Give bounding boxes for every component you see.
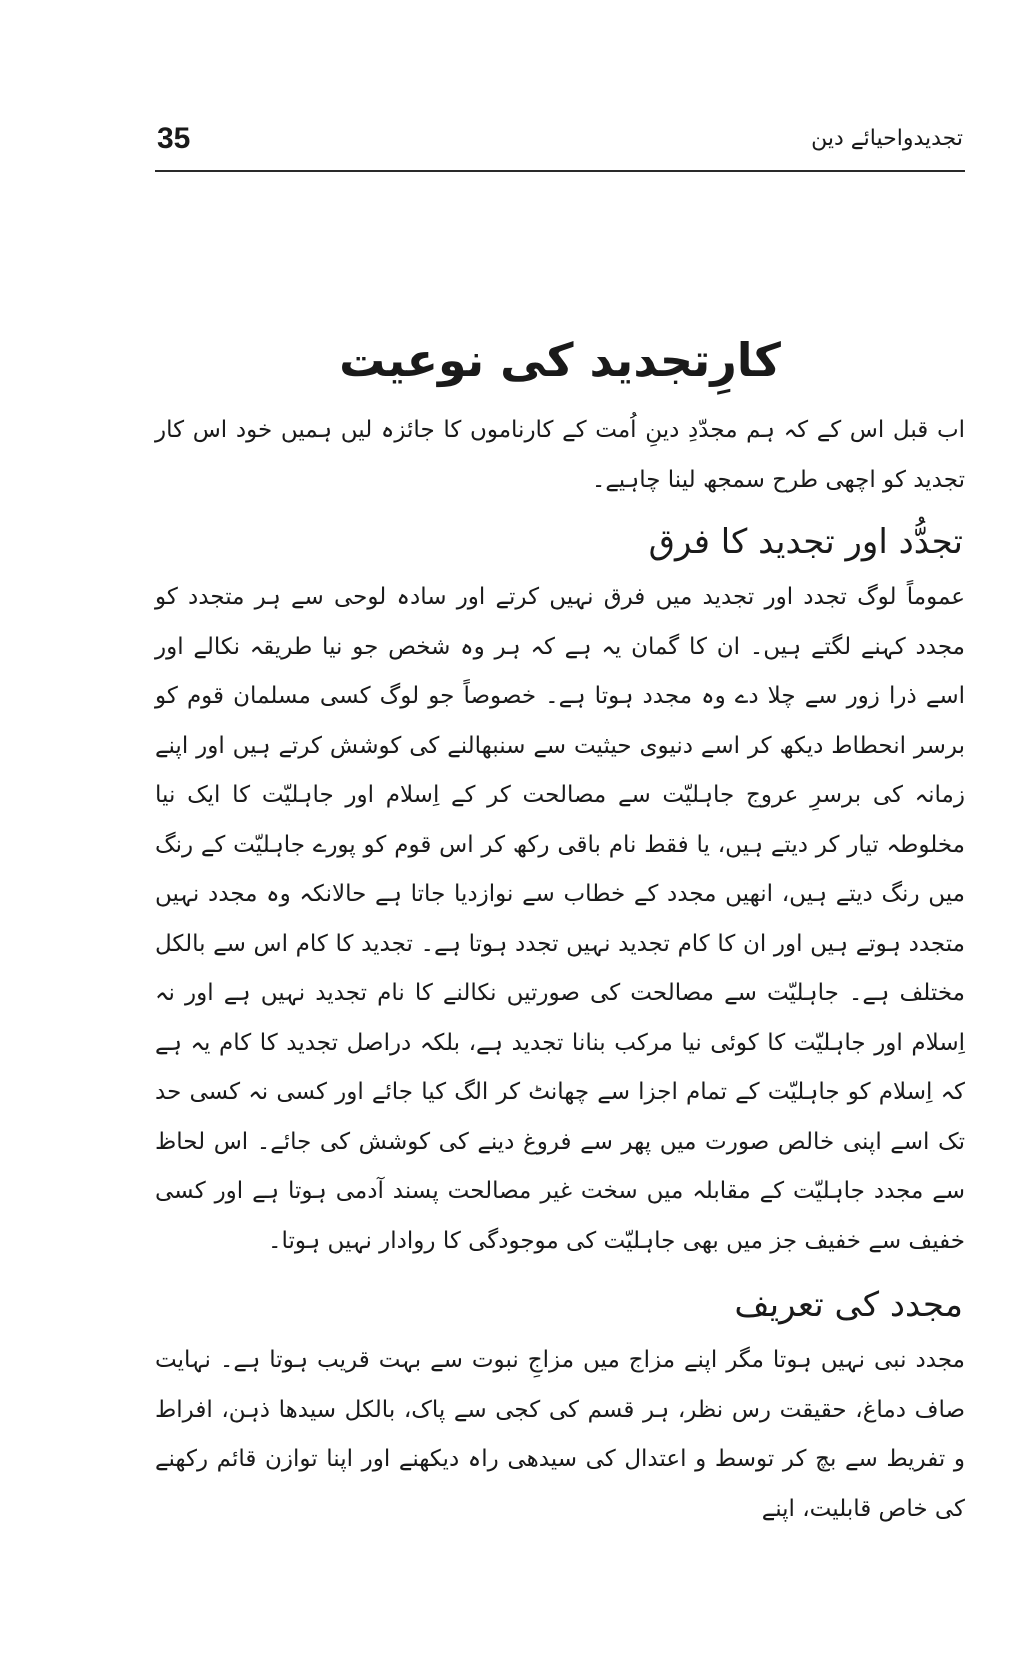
page-content — [155, 320, 965, 1534]
running-title: تجدیدواحیائے دین — [811, 126, 963, 151]
paragraph-mujaddid-definition: مجدد نبی نہیں ہوتا مگر اپنے مزاج میں مزاجِ نبوت سے بہت قریب ہوتا ہے۔ نہایت صاف دماغ، حقیقت رس نظر، ہر قسم کی کجی سے پاک، بالکل سیدھا ذہن، افراط و تفریط سے بچ کر توسط و اعتدال کی سیدھی راہ دیکھنے اور اپنا توازن قائم رکھنے کی خاص قابلیت، اپنے — [155, 1347, 965, 1522]
intro-paragraph: اب قبل اس کے کہ ہم مجدّدِ دینِ اُمت کے کارناموں کا جائزہ لیں ہمیں خود اس کار تجدید کو اچھی طرح سمجھ لینا چاہیے۔ — [155, 417, 965, 493]
page-number: 35 — [157, 122, 191, 155]
page-header — [155, 118, 965, 172]
paragraph-tajaddud-vs-tajdeed: عموماً لوگ تجدد اور تجدید میں فرق نہیں کرتے اور سادہ لوحی سے ہر متجدد کو مجدد کہنے لگتے ہیں۔ ان کا گمان یہ ہے کہ ہر وہ شخص جو نیا طریقہ نکالے اور اسے ذرا زور سے چلا دے وہ مجدد ہوتا ہے۔ خصوصاً جو لوگ کسی مسلمان قوم کو برسر انحطاط دیکھ کر اسے دنیوی حیثیت سے سنبھالنے کی کوشش کرتے ہیں اور اپنے زمانہ کی برسرِ عروج جاہلیّت سے مصالحت کر کے اِسلام اور جاہلیّت کا ایک نیا مخلوطہ تیار کر دیتے ہیں، یا فقط نام باقی رکھ کر اس قوم کو پورے جاہلیّت کے رنگ میں رنگ دیتے ہیں، انھیں مجدد کے خطاب سے نوازدیا جاتا ہے حالانکہ وہ مجدد نہیں متجدد ہوتے ہیں اور ان کا کام تجدید نہیں تجدد ہوتا ہے۔ تجدید کا کام اس سے بالکل مختلف ہے۔ جاہلیّت سے مصالحت کی صورتیں نکالنے کا نام تجدید نہیں ہے اور نہ اِسلام اور جاہلیّت کا کوئی نیا مرکب بنانا تجدید ہے، بلکہ دراصل تجدید کا کام یہ ہے کہ اِسلام کو جاہلیّت کے تمام اجزا سے چھانٹ کر الگ کیا جائے اور کسی نہ کسی حد تک اسے اپنی خالص صورت میں پھر سے فروغ دینے کی کوشش کی جائے۔ اس لحاظ سے مجدد جاہلیّت کے مقابلہ میں سخت غیر مصالحت پسند آدمی ہوتا ہے اور کسی خفیف سے خفیف جز میں بھی جاہلیّت کی موجودگی کا روادار نہیں ہوتا۔ — [155, 584, 965, 1254]
chapter-title: کارِتجدید کی نوعیت — [339, 333, 781, 387]
section-heading-tajaddud-vs-tajdeed: تجدُّد اور تجدید کا فرق — [648, 522, 963, 562]
section-heading-mujaddid-definition: مجدد کی تعریف — [734, 1285, 963, 1325]
